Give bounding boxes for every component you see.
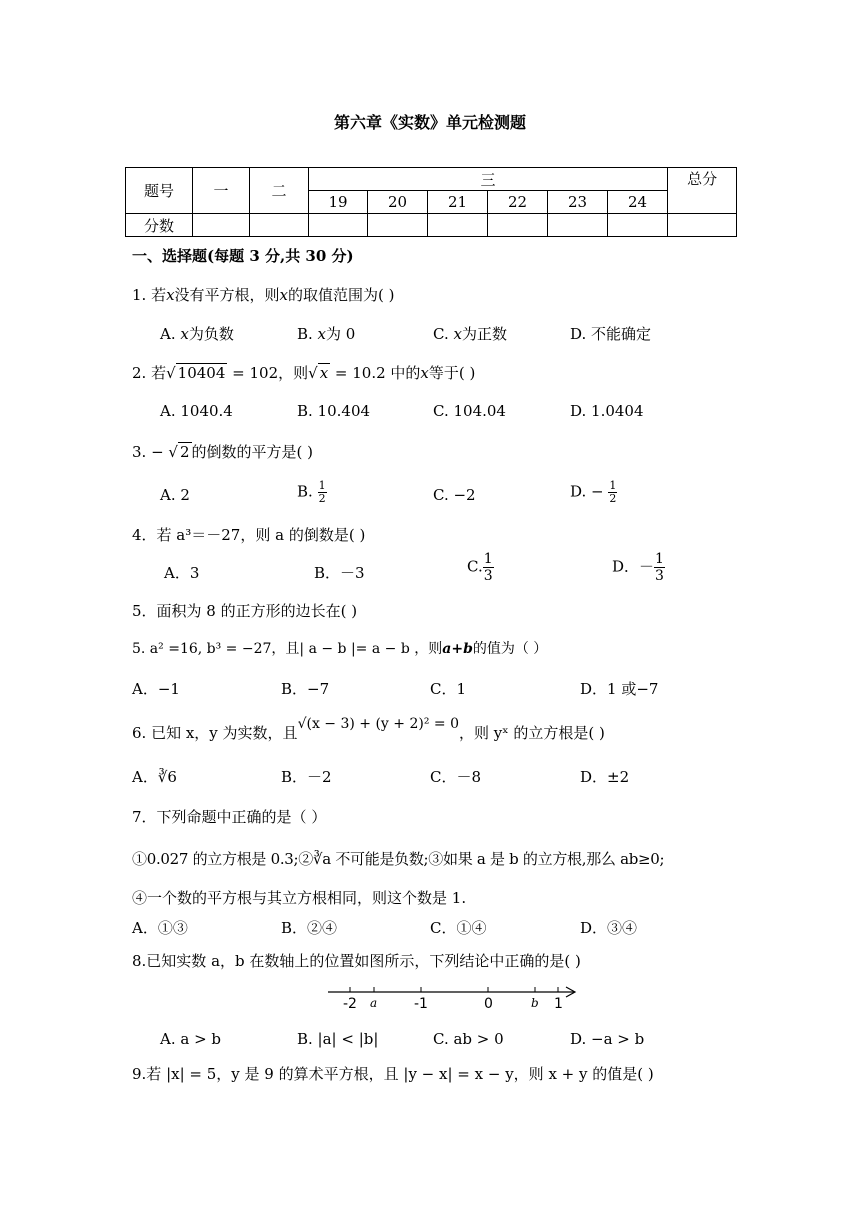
table-total: 总分 [668,168,737,214]
q5b-stem-pre: 5. a² =16, b³ = −27，且| a − b |= a − b ，则 [132,641,443,657]
q4-d-pre: D．－ [612,557,655,576]
question-4-stem: 4．若 a³＝－27，则 a 的倒数是( ) [132,526,366,544]
score-table [125,167,737,237]
q4-d-den: 3 [655,568,664,584]
question-8-stem: 8.已知实数 a，b 在数轴上的位置如图所示，下列结论中正确的是( ) [132,952,581,970]
q2-option-b: B. 10.404 [297,402,371,420]
table-sub-number: 23 [548,191,608,214]
q7-statement-line2: ④一个数的平方根与其立方根相同，则这个数是 1. [132,889,467,907]
q5b-stem-post: 的值为（ ） [472,641,548,657]
q5b-option-a: A．−1 [132,680,180,698]
score-cell [668,214,737,237]
q5b-option-c: C．1 [430,680,467,698]
number-line-label: -2 [343,996,357,1012]
question-6-stem [132,716,605,743]
q3-b-den: 2 [318,492,326,505]
q1-option-c: C. 𝑥为正数 [433,325,507,343]
question-2-stem: 2. 若√ 10404 = 102，则√ 𝑥 = 10.2 中的𝑥等于( ) [132,364,476,382]
table-score-label: 分数 [126,214,193,237]
q6-option-a: A．∛6 [132,768,177,786]
q7-option-d: D．③④ [580,919,638,937]
score-cell [193,214,250,237]
q5b-option-d: D．1 或−7 [580,680,659,698]
q2-stem-mid: = 102，则 [227,364,309,382]
q2-stem-pre: 2. 若 [132,364,167,382]
q6-stem-post: ，则 yˣ 的立方根是( ) [459,724,605,742]
number-line-label: -1 [414,996,428,1012]
q3-option-b [297,480,327,505]
q7-statement-line1: ①0.027 的立方根是 0.3;②∛a 不可能是负数;③如果 a 是 b 的立方根,那么 ab≥0; [132,850,665,868]
q2-option-a: A. 1040.4 [160,402,233,420]
q3-d-den: 2 [609,492,617,505]
q3-stem-pre: 3. − [132,443,169,461]
q2-option-c: C. 104.04 [433,402,506,420]
score-cell [548,214,608,237]
q7-option-c: C．①④ [430,919,487,937]
score-cell [608,214,668,237]
q3-d-fraction [608,480,617,505]
q7-option-a: A．①③ [132,919,188,937]
question-9-stem: 9.若 |x| = 5，y 是 9 的算术平方根，且 |y − x| = x − y，则 x + y 的值是( ) [132,1065,654,1083]
q1-option-a: A. 𝑥为负数 [160,325,234,343]
q3-b-pre: B. [297,482,318,501]
number-line-label: b [531,996,539,1010]
q4-d-fraction [654,551,665,584]
q3-b-fraction [318,480,327,505]
table-part1: 一 [193,168,250,214]
q3-option-a: A. 2 [160,486,190,504]
table-sub-number: 24 [608,191,668,214]
q4-c-num: 1 [483,551,493,567]
q4-c-den: 3 [483,568,493,584]
number-line-label: 1 [554,996,563,1012]
q6-option-d: D．±2 [580,768,630,786]
q2-sqrt1: 10404 [177,364,226,382]
q5b-option-b: B．−7 [281,680,330,698]
q3-stem-post: 的倒数的平方是( ) [191,443,314,461]
page-title: 第六章《实数》单元检测题 [333,113,526,132]
q3-option-c: C. −2 [433,486,476,504]
q1-option-d: D. 不能确定 [570,325,652,343]
q3-d-pre: D. − [570,482,609,501]
table-part3: 三 [309,168,668,191]
q2-sqrt2: 𝑥 [319,364,329,382]
q6-stem-pre: 6. 已知 x，y 为实数，且 [132,724,298,742]
q8-option-d: D. −a > b [570,1030,645,1048]
q4-c-fraction [483,551,494,584]
q6-option-c: C．－8 [430,768,482,786]
q4-c-pre: C. [467,557,483,576]
q2-stem-post: = 10.2 中的𝑥等于( ) [330,364,476,382]
q8-option-a: A. a > b [160,1030,222,1048]
question-7-stem: 7．下列命题中正确的是（ ） [132,808,327,826]
q3-option-d [570,480,617,505]
table-header-label: 题号 [126,168,193,214]
score-cell [368,214,428,237]
score-cell [488,214,548,237]
score-cell [309,214,368,237]
table-sub-number: 21 [428,191,488,214]
q4-option-c [467,551,494,584]
table-part2: 二 [250,168,309,214]
q8-option-c: C. ab > 0 [433,1030,504,1048]
table-sub-number: 22 [488,191,548,214]
q6-formula: √(x − 3) + (y + 2)² = 0 [297,716,459,732]
q4-option-d [612,551,665,584]
score-cell [428,214,488,237]
table-sub-number: 20 [368,191,428,214]
q3-d-num: 1 [609,479,617,492]
number-line-label: 0 [484,996,493,1012]
q3-sqrt: 2 [179,443,190,461]
q4-d-num: 1 [655,551,664,567]
q3-b-num: 1 [318,479,326,492]
q7-option-b: B．②④ [281,919,338,937]
q2-option-d: D. 1.0404 [570,402,644,420]
question-5b-stem [132,638,547,658]
question-3-stem: 3. − √ 2 的倒数的平方是( ) [132,443,314,461]
number-line-label: a [370,996,378,1010]
section-heading: 一、选择题(每题 3 分,共 30 分) [132,247,354,265]
question-1-stem: 1. 若𝑥没有平方根，则𝑥的取值范围为( ) [132,286,395,304]
table-sub-number: 19 [309,191,368,214]
score-cell [250,214,309,237]
q8-option-b: B. |a| < |b| [297,1030,379,1048]
q5b-bold-expr: a+b [442,641,473,657]
q4-option-a: A．3 [164,564,200,582]
question-5a-stem: 5．面积为 8 的正方形的边长在( ) [132,602,358,620]
number-line-figure [326,982,586,1012]
q4-option-b: B．－3 [314,564,365,582]
q6-option-b: B．－2 [281,768,332,786]
q1-option-b: B. 𝑥为 0 [297,325,356,343]
